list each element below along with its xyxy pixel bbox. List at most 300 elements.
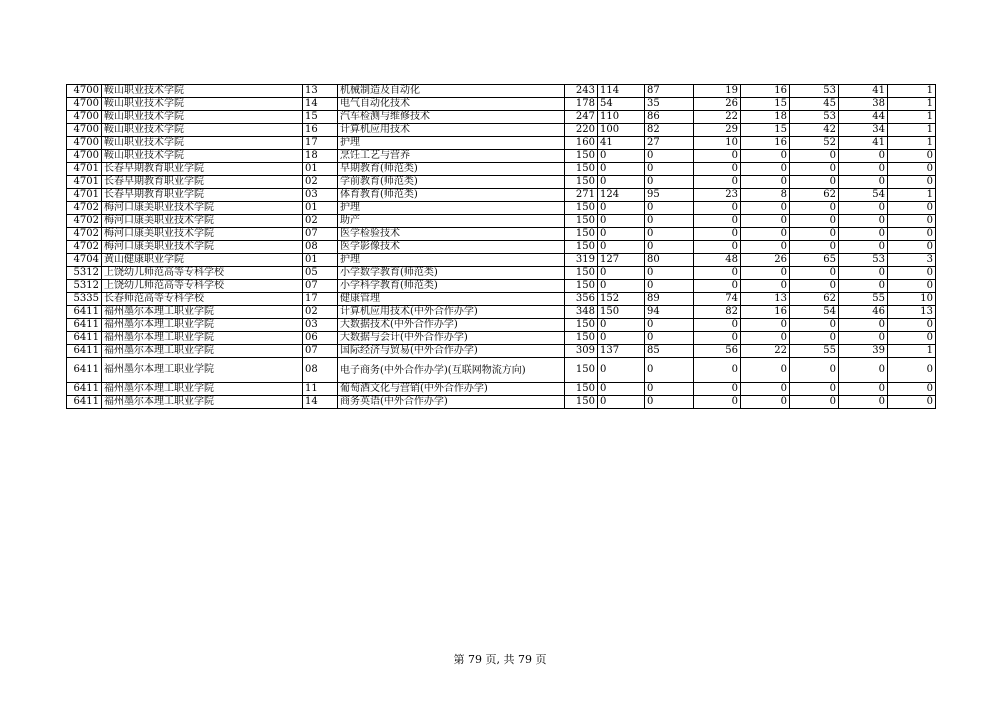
major-name-cell: 助产	[338, 215, 565, 228]
school-code-cell: 6411	[67, 383, 102, 396]
value-b-cell: 89	[645, 293, 694, 306]
school-name-cell: 鞍山职业技术学院	[102, 137, 303, 150]
value-g-cell: 0	[888, 228, 936, 241]
value-f-cell: 0	[839, 319, 888, 332]
score-cell: 309	[565, 345, 598, 358]
school-name-cell: 福州墨尔本理工职业学院	[102, 396, 303, 409]
score-cell: 150	[565, 228, 598, 241]
value-d-cell: 0	[741, 396, 790, 409]
major-name-cell: 国际经济与贸易(中外合作办学)	[338, 345, 565, 358]
value-b-cell: 0	[645, 332, 694, 345]
value-b-cell: 0	[645, 267, 694, 280]
value-b-cell: 0	[645, 241, 694, 254]
value-g-cell: 0	[888, 358, 936, 383]
value-g-cell: 1	[888, 137, 936, 150]
score-cell: 150	[565, 163, 598, 176]
school-name-cell: 长春早期教育职业学院	[102, 189, 303, 202]
major-name-cell: 大数据技术(中外合作办学)	[338, 319, 565, 332]
value-g-cell: 0	[888, 332, 936, 345]
value-g-cell: 1	[888, 85, 936, 98]
value-b-cell: 0	[645, 396, 694, 409]
major-code-cell: 14	[303, 396, 338, 409]
value-d-cell: 0	[741, 280, 790, 293]
value-a-cell: 54	[598, 98, 645, 111]
school-code-cell: 6411	[67, 319, 102, 332]
value-e-cell: 0	[790, 215, 839, 228]
major-name-cell: 体育教育(师范类)	[338, 189, 565, 202]
value-g-cell: 0	[888, 396, 936, 409]
school-name-cell: 上饶幼儿师范高等专科学校	[102, 280, 303, 293]
major-name-cell: 健康管理	[338, 293, 565, 306]
value-a-cell: 0	[598, 228, 645, 241]
major-code-cell: 01	[303, 254, 338, 267]
value-c-cell: 0	[694, 332, 741, 345]
value-b-cell: 0	[645, 358, 694, 383]
value-c-cell: 0	[694, 267, 741, 280]
school-name-cell: 福州墨尔本理工职业学院	[102, 332, 303, 345]
value-f-cell: 38	[839, 98, 888, 111]
major-code-cell: 18	[303, 150, 338, 163]
major-name-cell: 机械制造及自动化	[338, 85, 565, 98]
value-f-cell: 0	[839, 383, 888, 396]
value-c-cell: 0	[694, 176, 741, 189]
table-row	[67, 124, 936, 137]
table-row	[67, 345, 936, 358]
page-footer: 第 79 页, 共 79 页	[453, 653, 547, 666]
value-g-cell: 10	[888, 293, 936, 306]
value-f-cell: 0	[839, 176, 888, 189]
value-e-cell: 65	[790, 254, 839, 267]
value-b-cell: 0	[645, 383, 694, 396]
table-row	[67, 215, 936, 228]
value-a-cell: 0	[598, 267, 645, 280]
value-a-cell: 100	[598, 124, 645, 137]
value-d-cell: 15	[741, 98, 790, 111]
value-e-cell: 52	[790, 137, 839, 150]
school-name-cell: 长春早期教育职业学院	[102, 163, 303, 176]
value-g-cell: 0	[888, 241, 936, 254]
value-d-cell: 16	[741, 85, 790, 98]
value-b-cell: 80	[645, 254, 694, 267]
table-body	[67, 85, 936, 409]
school-name-cell: 长春师范高等专科学校	[102, 293, 303, 306]
major-code-cell: 08	[303, 358, 338, 383]
table-row	[67, 332, 936, 345]
school-code-cell: 4702	[67, 202, 102, 215]
value-d-cell: 0	[741, 332, 790, 345]
value-c-cell: 0	[694, 319, 741, 332]
school-name-cell: 鞍山职业技术学院	[102, 98, 303, 111]
value-e-cell: 0	[790, 280, 839, 293]
value-d-cell: 16	[741, 137, 790, 150]
value-f-cell: 0	[839, 150, 888, 163]
major-name-cell: 计算机应用技术	[338, 124, 565, 137]
value-d-cell: 0	[741, 383, 790, 396]
score-cell: 150	[565, 383, 598, 396]
value-a-cell: 127	[598, 254, 645, 267]
school-code-cell: 6411	[67, 396, 102, 409]
school-code-cell: 5312	[67, 267, 102, 280]
value-c-cell: 0	[694, 280, 741, 293]
school-name-cell: 梅河口康美职业技术学院	[102, 215, 303, 228]
major-name-cell: 早期教育(师范类)	[338, 163, 565, 176]
value-a-cell: 0	[598, 358, 645, 383]
value-e-cell: 0	[790, 332, 839, 345]
major-code-cell: 01	[303, 163, 338, 176]
value-b-cell: 0	[645, 150, 694, 163]
table-row	[67, 85, 936, 98]
table-row	[67, 189, 936, 202]
table-row	[67, 176, 936, 189]
school-name-cell: 鞍山职业技术学院	[102, 85, 303, 98]
value-a-cell: 0	[598, 280, 645, 293]
value-g-cell: 1	[888, 124, 936, 137]
table-row	[67, 163, 936, 176]
value-d-cell: 8	[741, 189, 790, 202]
major-code-cell: 03	[303, 189, 338, 202]
major-code-cell: 07	[303, 228, 338, 241]
score-cell: 150	[565, 396, 598, 409]
school-code-cell: 4702	[67, 228, 102, 241]
value-a-cell: 0	[598, 176, 645, 189]
major-code-cell: 07	[303, 280, 338, 293]
major-name-cell: 计算机应用技术(中外合作办学)	[338, 306, 565, 319]
major-name-cell: 护理	[338, 137, 565, 150]
value-a-cell: 137	[598, 345, 645, 358]
value-d-cell: 13	[741, 293, 790, 306]
value-g-cell: 1	[888, 189, 936, 202]
value-a-cell: 150	[598, 306, 645, 319]
major-name-cell: 医学影像技术	[338, 241, 565, 254]
major-name-cell: 电子商务(中外合作办学)(互联网物流方向)	[338, 358, 565, 383]
value-b-cell: 35	[645, 98, 694, 111]
value-f-cell: 55	[839, 293, 888, 306]
major-name-cell: 电气自动化技术	[338, 98, 565, 111]
major-name-cell: 学前教育(师范类)	[338, 176, 565, 189]
school-code-cell: 4704	[67, 254, 102, 267]
school-code-cell: 6411	[67, 358, 102, 383]
value-d-cell: 15	[741, 124, 790, 137]
table-row	[67, 98, 936, 111]
school-name-cell: 福州墨尔本理工职业学院	[102, 345, 303, 358]
major-code-cell: 11	[303, 383, 338, 396]
table-row	[67, 280, 936, 293]
value-c-cell: 0	[694, 150, 741, 163]
value-e-cell: 0	[790, 358, 839, 383]
value-f-cell: 39	[839, 345, 888, 358]
score-cell: 220	[565, 124, 598, 137]
value-a-cell: 152	[598, 293, 645, 306]
value-e-cell: 0	[790, 163, 839, 176]
value-d-cell: 0	[741, 163, 790, 176]
value-a-cell: 0	[598, 202, 645, 215]
value-a-cell: 0	[598, 150, 645, 163]
value-e-cell: 53	[790, 111, 839, 124]
value-f-cell: 0	[839, 241, 888, 254]
value-c-cell: 10	[694, 137, 741, 150]
school-code-cell: 6411	[67, 345, 102, 358]
value-g-cell: 1	[888, 111, 936, 124]
value-f-cell: 0	[839, 163, 888, 176]
value-e-cell: 62	[790, 189, 839, 202]
value-a-cell: 124	[598, 189, 645, 202]
value-d-cell: 0	[741, 150, 790, 163]
value-e-cell: 0	[790, 150, 839, 163]
school-name-cell: 梅河口康美职业技术学院	[102, 228, 303, 241]
value-g-cell: 0	[888, 267, 936, 280]
value-f-cell: 0	[839, 267, 888, 280]
value-b-cell: 0	[645, 215, 694, 228]
value-b-cell: 85	[645, 345, 694, 358]
major-name-cell: 商务英语(中外合作办学)	[338, 396, 565, 409]
value-d-cell: 0	[741, 241, 790, 254]
value-c-cell: 23	[694, 189, 741, 202]
value-a-cell: 0	[598, 215, 645, 228]
value-g-cell: 0	[888, 163, 936, 176]
value-b-cell: 87	[645, 85, 694, 98]
value-c-cell: 0	[694, 396, 741, 409]
value-g-cell: 0	[888, 280, 936, 293]
school-name-cell: 梅河口康美职业技术学院	[102, 202, 303, 215]
table-row	[67, 383, 936, 396]
school-code-cell: 4700	[67, 98, 102, 111]
value-g-cell: 0	[888, 319, 936, 332]
value-e-cell: 55	[790, 345, 839, 358]
value-e-cell: 0	[790, 383, 839, 396]
table-row	[67, 267, 936, 280]
value-f-cell: 54	[839, 189, 888, 202]
value-d-cell: 18	[741, 111, 790, 124]
value-a-cell: 110	[598, 111, 645, 124]
school-code-cell: 4702	[67, 241, 102, 254]
value-a-cell: 0	[598, 241, 645, 254]
value-f-cell: 0	[839, 358, 888, 383]
school-name-cell: 梅河口康美职业技术学院	[102, 241, 303, 254]
table-row	[67, 306, 936, 319]
table-row	[67, 396, 936, 409]
value-a-cell: 114	[598, 85, 645, 98]
value-e-cell: 54	[790, 306, 839, 319]
value-c-cell: 74	[694, 293, 741, 306]
school-name-cell: 上饶幼儿师范高等专科学校	[102, 267, 303, 280]
value-a-cell: 0	[598, 383, 645, 396]
table-row	[67, 358, 936, 383]
school-name-cell: 长春早期教育职业学院	[102, 176, 303, 189]
value-c-cell: 26	[694, 98, 741, 111]
value-f-cell: 34	[839, 124, 888, 137]
value-c-cell: 0	[694, 202, 741, 215]
major-name-cell: 医学检验技术	[338, 228, 565, 241]
school-name-cell: 福州墨尔本理工职业学院	[102, 306, 303, 319]
value-e-cell: 0	[790, 176, 839, 189]
table-row	[67, 202, 936, 215]
major-name-cell: 汽车检测与维修技术	[338, 111, 565, 124]
major-name-cell: 护理	[338, 254, 565, 267]
value-d-cell: 0	[741, 267, 790, 280]
score-cell: 150	[565, 280, 598, 293]
major-code-cell: 17	[303, 293, 338, 306]
table-row	[67, 111, 936, 124]
value-e-cell: 62	[790, 293, 839, 306]
score-cell: 247	[565, 111, 598, 124]
school-code-cell: 4701	[67, 189, 102, 202]
value-f-cell: 53	[839, 254, 888, 267]
value-d-cell: 0	[741, 202, 790, 215]
major-code-cell: 13	[303, 85, 338, 98]
value-b-cell: 0	[645, 228, 694, 241]
value-f-cell: 0	[839, 332, 888, 345]
value-b-cell: 27	[645, 137, 694, 150]
school-name-cell: 福州墨尔本理工职业学院	[102, 319, 303, 332]
score-cell: 150	[565, 358, 598, 383]
value-b-cell: 0	[645, 319, 694, 332]
value-e-cell: 45	[790, 98, 839, 111]
value-b-cell: 94	[645, 306, 694, 319]
school-code-cell: 6411	[67, 332, 102, 345]
value-g-cell: 0	[888, 383, 936, 396]
value-c-cell: 0	[694, 215, 741, 228]
score-cell: 271	[565, 189, 598, 202]
value-c-cell: 0	[694, 241, 741, 254]
table-row	[67, 293, 936, 306]
score-cell: 150	[565, 241, 598, 254]
score-cell: 150	[565, 319, 598, 332]
school-code-cell: 4702	[67, 215, 102, 228]
value-g-cell: 3	[888, 254, 936, 267]
value-c-cell: 0	[694, 163, 741, 176]
table-row	[67, 228, 936, 241]
major-code-cell: 02	[303, 176, 338, 189]
value-g-cell: 0	[888, 176, 936, 189]
school-name-cell: 鞍山职业技术学院	[102, 111, 303, 124]
value-f-cell: 0	[839, 280, 888, 293]
table-row	[67, 137, 936, 150]
value-c-cell: 48	[694, 254, 741, 267]
value-d-cell: 16	[741, 306, 790, 319]
value-e-cell: 53	[790, 85, 839, 98]
value-a-cell: 0	[598, 319, 645, 332]
score-cell: 319	[565, 254, 598, 267]
major-code-cell: 17	[303, 137, 338, 150]
score-cell: 150	[565, 267, 598, 280]
major-name-cell: 烹饪工艺与营养	[338, 150, 565, 163]
table-row	[67, 241, 936, 254]
value-e-cell: 0	[790, 319, 839, 332]
value-f-cell: 0	[839, 202, 888, 215]
school-name-cell: 福州墨尔本理工职业学院	[102, 358, 303, 383]
major-code-cell: 05	[303, 267, 338, 280]
value-g-cell: 1	[888, 98, 936, 111]
value-e-cell: 0	[790, 228, 839, 241]
value-g-cell: 0	[888, 215, 936, 228]
value-d-cell: 0	[741, 215, 790, 228]
value-c-cell: 0	[694, 228, 741, 241]
school-code-cell: 5335	[67, 293, 102, 306]
value-c-cell: 0	[694, 383, 741, 396]
value-e-cell: 0	[790, 202, 839, 215]
school-name-cell: 鞍山职业技术学院	[102, 124, 303, 137]
major-code-cell: 06	[303, 332, 338, 345]
value-b-cell: 0	[645, 202, 694, 215]
value-a-cell: 0	[598, 332, 645, 345]
value-c-cell: 56	[694, 345, 741, 358]
value-f-cell: 46	[839, 306, 888, 319]
major-name-cell: 小学数学教育(师范类)	[338, 267, 565, 280]
value-b-cell: 0	[645, 176, 694, 189]
score-cell: 150	[565, 150, 598, 163]
score-cell: 150	[565, 215, 598, 228]
value-f-cell: 0	[839, 215, 888, 228]
major-code-cell: 14	[303, 98, 338, 111]
major-code-cell: 02	[303, 215, 338, 228]
value-b-cell: 86	[645, 111, 694, 124]
value-d-cell: 0	[741, 176, 790, 189]
value-f-cell: 41	[839, 85, 888, 98]
table-row	[67, 319, 936, 332]
major-code-cell: 07	[303, 345, 338, 358]
table-row	[67, 150, 936, 163]
score-cell: 348	[565, 306, 598, 319]
score-cell: 150	[565, 202, 598, 215]
school-code-cell: 4701	[67, 176, 102, 189]
school-code-cell: 5312	[67, 280, 102, 293]
value-b-cell: 0	[645, 163, 694, 176]
value-d-cell: 0	[741, 228, 790, 241]
value-g-cell: 1	[888, 345, 936, 358]
score-table	[66, 84, 936, 409]
score-cell: 160	[565, 137, 598, 150]
school-code-cell: 4700	[67, 124, 102, 137]
value-c-cell: 29	[694, 124, 741, 137]
value-c-cell: 0	[694, 358, 741, 383]
score-cell: 243	[565, 85, 598, 98]
major-name-cell: 大数据与会计(中外合作办学)	[338, 332, 565, 345]
value-e-cell: 42	[790, 124, 839, 137]
value-d-cell: 0	[741, 358, 790, 383]
value-f-cell: 44	[839, 111, 888, 124]
value-d-cell: 22	[741, 345, 790, 358]
value-c-cell: 22	[694, 111, 741, 124]
value-f-cell: 41	[839, 137, 888, 150]
value-b-cell: 0	[645, 280, 694, 293]
value-c-cell: 19	[694, 85, 741, 98]
major-name-cell: 葡萄酒文化与营销(中外合作办学)	[338, 383, 565, 396]
school-name-cell: 福州墨尔本理工职业学院	[102, 383, 303, 396]
value-e-cell: 0	[790, 267, 839, 280]
major-code-cell: 15	[303, 111, 338, 124]
value-b-cell: 95	[645, 189, 694, 202]
major-code-cell: 01	[303, 202, 338, 215]
major-code-cell: 16	[303, 124, 338, 137]
value-f-cell: 0	[839, 396, 888, 409]
value-d-cell: 26	[741, 254, 790, 267]
major-name-cell: 护理	[338, 202, 565, 215]
value-e-cell: 0	[790, 396, 839, 409]
value-a-cell: 0	[598, 163, 645, 176]
value-a-cell: 41	[598, 137, 645, 150]
major-code-cell: 02	[303, 306, 338, 319]
school-code-cell: 4700	[67, 111, 102, 124]
value-d-cell: 0	[741, 319, 790, 332]
school-code-cell: 6411	[67, 306, 102, 319]
score-cell: 356	[565, 293, 598, 306]
score-cell: 178	[565, 98, 598, 111]
school-code-cell: 4701	[67, 163, 102, 176]
table-row	[67, 254, 936, 267]
score-cell: 150	[565, 332, 598, 345]
school-name-cell: 黄山健康职业学院	[102, 254, 303, 267]
major-name-cell: 小学科学教育(师范类)	[338, 280, 565, 293]
